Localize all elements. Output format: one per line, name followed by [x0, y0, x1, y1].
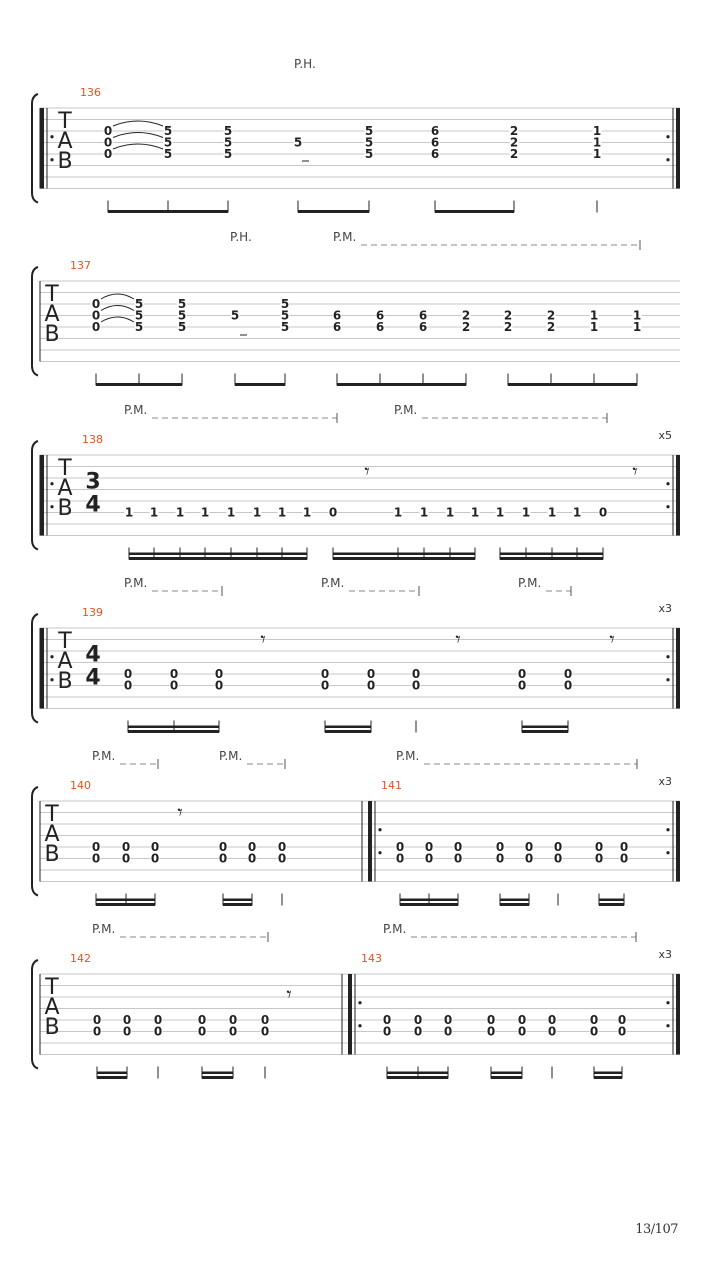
fret-number: 5: [280, 320, 290, 334]
fret-number: 0: [524, 840, 534, 854]
note-beam: [223, 899, 252, 902]
palm-mute-label: P.M.: [383, 922, 407, 936]
tab-system: [32, 413, 680, 560]
system-bracket: [32, 960, 38, 1069]
repeat-dot: [358, 1024, 361, 1027]
rest-symbol: 𝄾: [455, 627, 461, 651]
note-beam: [594, 1076, 622, 1079]
fret-number: 0: [413, 1013, 423, 1027]
fret-number: 0: [563, 667, 573, 681]
palm-mute-label: P.M.: [518, 576, 542, 590]
fret-number: 0: [517, 678, 527, 693]
fret-number: 0: [277, 851, 287, 866]
fret-number: 5: [280, 297, 290, 311]
bar-number: 138: [82, 433, 103, 446]
note-beam: [129, 553, 307, 556]
fret-number: 0: [92, 1024, 102, 1039]
rest-symbol: 𝄾: [260, 627, 266, 651]
fret-number: 0: [150, 851, 160, 866]
repeat-dot: [358, 1001, 361, 1004]
fret-number: 0: [121, 851, 131, 866]
note-beam: [333, 557, 475, 560]
system-bracket: [32, 441, 38, 550]
fret-number: 0: [150, 840, 160, 854]
fret-number: 2: [503, 308, 513, 323]
fret-number: 6: [375, 320, 385, 334]
repeat-end-thick: [676, 628, 680, 709]
fret-number: 5: [280, 308, 290, 323]
repeat-dot: [666, 678, 669, 681]
fret-number: 1: [592, 124, 602, 138]
note-beam: [108, 210, 228, 213]
palm-mute-label: P.M.: [219, 749, 243, 763]
time-signature-top: 3: [85, 469, 101, 495]
fret-number: 0: [517, 1013, 527, 1027]
palm-mute-label: P.M.: [321, 576, 345, 590]
fret-number: 6: [332, 308, 342, 323]
tab-clef-t: T: [58, 109, 72, 134]
fret-number: 1: [572, 505, 582, 520]
repeat-dot: [50, 135, 53, 138]
fret-number: 0: [91, 297, 101, 311]
fret-number: 1: [277, 505, 287, 520]
palm-mute-label: P.M.: [394, 403, 418, 417]
fret-number: 0: [382, 1013, 392, 1027]
fret-number: 0: [228, 1024, 238, 1039]
fret-number: 5: [230, 308, 240, 323]
bar-number: 143: [361, 952, 382, 965]
tab-clef-a: A: [44, 302, 60, 327]
note-beam: [128, 730, 219, 733]
note-beam: [97, 1072, 127, 1075]
repeat-dot: [50, 678, 53, 681]
fret-number: 0: [218, 851, 228, 866]
fret-number: 6: [430, 135, 440, 150]
tab-system: [32, 932, 680, 1079]
note-beam: [325, 726, 371, 729]
fret-number: 0: [122, 1013, 132, 1027]
tie-arc: [101, 306, 134, 311]
fret-number: 0: [197, 1024, 207, 1039]
fret-number: 5: [364, 124, 374, 138]
note-beam: [202, 1072, 233, 1075]
fret-number: 0: [619, 840, 629, 854]
tab-clef-b: B: [57, 669, 73, 694]
note-beam: [599, 899, 624, 902]
fret-number: 5: [163, 135, 173, 150]
repeat-dot: [378, 828, 381, 831]
repeat-dot: [666, 828, 669, 831]
fret-number: 6: [375, 308, 385, 323]
palm-mute-label: P.M.: [396, 749, 420, 763]
fret-number: 5: [177, 297, 187, 311]
fret-number: 1: [302, 505, 312, 520]
fret-number: 2: [461, 308, 471, 323]
tab-system: [32, 586, 680, 733]
note-beam: [128, 726, 219, 729]
fret-number: 6: [430, 124, 440, 138]
note-beam: [96, 383, 182, 386]
repeat-dot: [50, 158, 53, 161]
fret-number: 1: [226, 505, 236, 520]
fret-number: 0: [218, 840, 228, 854]
tie-arc: [101, 317, 134, 322]
fret-number: 5: [177, 320, 187, 334]
tab-clef-t: T: [45, 282, 59, 307]
fret-number: 1: [470, 505, 480, 520]
note-beam: [594, 1072, 622, 1075]
palm-mute-label: P.M.: [92, 749, 116, 763]
fret-number: 1: [124, 505, 134, 520]
fret-number: 0: [169, 678, 179, 693]
fret-number: 0: [517, 1024, 527, 1039]
repeat-dot: [666, 505, 669, 508]
fret-number: 0: [411, 678, 421, 693]
system-bracket: [32, 614, 38, 723]
fret-number: 0: [424, 840, 434, 854]
fret-number: 0: [453, 840, 463, 854]
tab-clef-a: A: [44, 822, 60, 847]
fret-number: 1: [252, 505, 262, 520]
fret-number: 0: [413, 1024, 423, 1039]
note-beam: [223, 903, 252, 906]
fret-number: 0: [91, 308, 101, 323]
fret-number: 0: [228, 1013, 238, 1027]
time-signature-bottom: 4: [85, 665, 101, 691]
palm-mute-label: P.M.: [333, 230, 357, 244]
fret-number: 0: [153, 1013, 163, 1027]
bar-number: 136: [80, 86, 101, 99]
fret-number: 0: [92, 1013, 102, 1027]
repeat-end-thick: [676, 801, 680, 882]
tab-clef-b: B: [57, 496, 73, 521]
fret-number: 0: [121, 840, 131, 854]
repeat-count: x5: [658, 429, 672, 442]
fret-number: 0: [395, 840, 405, 854]
note-beam: [235, 383, 285, 386]
palm-mute-label: P.M.: [124, 576, 148, 590]
tie-arc: [113, 133, 163, 138]
fret-number: 0: [594, 851, 604, 866]
fret-number: 1: [149, 505, 159, 520]
repeat-count: x3: [658, 948, 672, 961]
bar-number: 137: [70, 259, 91, 272]
fret-number: 0: [197, 1013, 207, 1027]
note-beam: [333, 553, 475, 556]
note-beam: [491, 1072, 522, 1075]
bar-number: 142: [70, 952, 91, 965]
fret-number: 2: [509, 124, 519, 138]
fret-number: 0: [260, 1024, 270, 1039]
note-beam: [129, 557, 307, 560]
repeat-dot: [666, 655, 669, 658]
fret-number: 0: [443, 1024, 453, 1039]
palm-mute-label: P.M.: [92, 922, 116, 936]
page-number: 13/107: [635, 1222, 678, 1237]
fret-number: 0: [122, 1024, 132, 1039]
fret-number: 0: [598, 505, 608, 520]
fret-number: 1: [445, 505, 455, 520]
note-beam: [435, 210, 514, 213]
fret-number: 0: [594, 840, 604, 854]
note-beam: [500, 553, 603, 556]
tab-clef-a: A: [57, 129, 73, 154]
fret-number: 0: [366, 678, 376, 693]
tab-system: [32, 94, 680, 213]
fret-number: 5: [134, 308, 144, 323]
tab-clef-t: T: [58, 629, 72, 654]
note-beam: [500, 899, 529, 902]
fret-number: 1: [592, 147, 602, 161]
rest-symbol: 𝄾: [632, 459, 638, 483]
repeat-dot: [666, 1024, 669, 1027]
fret-number: 5: [364, 135, 374, 150]
repeat-dot: [666, 158, 669, 161]
time-signature-bottom: 4: [85, 492, 101, 518]
repeat-start-thick: [348, 974, 352, 1055]
rest-symbol: 𝄾: [286, 982, 292, 1006]
repeat-dot: [378, 851, 381, 854]
tab-clef-t: T: [45, 802, 59, 827]
repeat-dot: [50, 505, 53, 508]
bar-number: 140: [70, 779, 91, 792]
fret-number: 0: [589, 1013, 599, 1027]
tab-clef-b: B: [44, 842, 60, 867]
note-beam: [500, 557, 603, 560]
fret-number: 5: [223, 147, 233, 161]
fret-number: 5: [364, 147, 374, 161]
tie-arc: [113, 144, 163, 149]
fret-number: 0: [524, 851, 534, 866]
rest-symbol: 𝄾: [364, 459, 370, 483]
fret-number: 1: [632, 320, 642, 334]
fret-number: 0: [563, 678, 573, 693]
tab-clef-t: T: [58, 456, 72, 481]
fret-number: 0: [91, 840, 101, 854]
fret-number: 1: [632, 308, 642, 323]
fret-number: 0: [589, 1024, 599, 1039]
repeat-start-thick: [40, 108, 44, 189]
repeat-dot: [666, 851, 669, 854]
rest-symbol: 𝄾: [609, 627, 615, 651]
bar-number: 141: [381, 779, 402, 792]
note-beam: [400, 899, 458, 902]
fret-number: 1: [419, 505, 429, 520]
repeat-dot: [666, 135, 669, 138]
fret-number: 2: [503, 320, 513, 334]
fret-number: 2: [546, 308, 556, 323]
fret-number: 0: [553, 851, 563, 866]
fret-number: 1: [589, 308, 599, 323]
tab-clef-a: A: [44, 995, 60, 1020]
repeat-end-thick: [676, 108, 680, 189]
fret-number: 0: [547, 1024, 557, 1039]
fret-number: 0: [153, 1024, 163, 1039]
tab-clef-b: B: [57, 149, 73, 174]
note-beam: [298, 210, 369, 213]
repeat-count: x3: [658, 602, 672, 615]
fret-number: 0: [214, 667, 224, 681]
system-bracket: [32, 94, 38, 203]
fret-number: 0: [247, 851, 257, 866]
fret-number: 5: [223, 135, 233, 150]
repeat-dot: [666, 1001, 669, 1004]
fret-number: 1: [393, 505, 403, 520]
fret-number: 0: [103, 147, 113, 161]
fret-number: 0: [277, 840, 287, 854]
fret-number: 0: [395, 851, 405, 866]
fret-number: 0: [123, 667, 133, 681]
note-beam: [202, 1076, 233, 1079]
fret-number: 1: [547, 505, 557, 520]
fret-number: 0: [617, 1013, 627, 1027]
fret-number: 0: [382, 1024, 392, 1039]
fret-number: 0: [547, 1013, 557, 1027]
fret-number: 0: [123, 678, 133, 693]
fret-number: 2: [461, 320, 471, 334]
fret-number: 0: [411, 667, 421, 681]
fret-number: 2: [509, 135, 519, 150]
fret-number: 0: [169, 667, 179, 681]
fret-number: 0: [91, 851, 101, 866]
tab-clef-b: B: [44, 1015, 60, 1040]
tab-clef-t: T: [45, 975, 59, 1000]
note-beam: [387, 1072, 448, 1075]
note-beam: [97, 1076, 127, 1079]
fret-number: 6: [418, 308, 428, 323]
tab-system: [32, 240, 680, 386]
repeat-start-thick: [368, 801, 372, 882]
fret-number: 6: [418, 320, 428, 334]
fret-number: 0: [366, 667, 376, 681]
note-beam: [96, 903, 155, 906]
fret-number: 0: [495, 840, 505, 854]
fret-number: 0: [103, 135, 113, 150]
fret-number: 0: [495, 851, 505, 866]
fret-number: 0: [486, 1024, 496, 1039]
fret-number: 5: [163, 147, 173, 161]
repeat-end-thick: [676, 455, 680, 536]
fret-number: 0: [328, 505, 338, 520]
tab-clef-a: A: [57, 649, 73, 674]
system-bracket: [32, 787, 38, 896]
fret-number: 1: [589, 320, 599, 334]
note-beam: [491, 1076, 522, 1079]
pinch-harmonic-label: P.H.: [230, 230, 252, 244]
repeat-dot: [50, 655, 53, 658]
fret-number: 6: [332, 320, 342, 334]
fret-number: 0: [617, 1024, 627, 1039]
note-beam: [599, 903, 624, 906]
fret-number: 0: [320, 667, 330, 681]
note-beam: [325, 730, 371, 733]
tab-clef-a: A: [57, 476, 73, 501]
note-beam: [387, 1076, 448, 1079]
fret-number: 0: [91, 320, 101, 334]
note-beam: [96, 899, 155, 902]
fret-number: 0: [619, 851, 629, 866]
fret-number: 5: [134, 320, 144, 334]
fret-number: 5: [293, 135, 303, 150]
fret-number: 5: [223, 124, 233, 138]
system-bracket: [32, 267, 38, 376]
tie-arc: [113, 121, 163, 126]
rest-symbol: 𝄾: [177, 800, 183, 824]
palm-mute-label: P.M.: [124, 403, 148, 417]
bar-number: 139: [82, 606, 103, 619]
fret-number: 2: [509, 147, 519, 161]
fret-number: 0: [103, 124, 113, 138]
fret-number: 1: [175, 505, 185, 520]
fret-number: 6: [430, 147, 440, 161]
fret-number: 1: [592, 135, 602, 150]
tab-clef-b: B: [44, 322, 60, 347]
note-beam: [522, 730, 568, 733]
fret-number: 5: [163, 124, 173, 138]
pinch-harmonic-label: P.H.: [294, 57, 316, 71]
tab-system: [32, 759, 680, 906]
fret-number: 1: [495, 505, 505, 520]
repeat-end-thick: [676, 974, 680, 1055]
note-beam: [522, 726, 568, 729]
repeat-start-thick: [40, 628, 44, 709]
fret-number: 0: [247, 840, 257, 854]
fret-number: 0: [553, 840, 563, 854]
fret-number: 0: [214, 678, 224, 693]
note-beam: [508, 383, 637, 386]
repeat-dot: [666, 482, 669, 485]
time-signature-top: 4: [85, 642, 101, 668]
repeat-start-thick: [40, 455, 44, 536]
fret-number: 0: [260, 1013, 270, 1027]
fret-number: 0: [486, 1013, 496, 1027]
repeat-count: x3: [658, 775, 672, 788]
fret-number: 0: [443, 1013, 453, 1027]
fret-number: 5: [134, 297, 144, 311]
note-beam: [400, 903, 458, 906]
note-beam: [337, 383, 466, 386]
repeat-dot: [50, 482, 53, 485]
note-beam: [500, 903, 529, 906]
fret-number: 5: [177, 308, 187, 323]
tie-arc: [101, 294, 134, 299]
fret-number: 1: [521, 505, 531, 520]
fret-number: 0: [517, 667, 527, 681]
fret-number: 0: [424, 851, 434, 866]
fret-number: 0: [453, 851, 463, 866]
fret-number: 1: [200, 505, 210, 520]
fret-number: 0: [320, 678, 330, 693]
fret-number: 2: [546, 320, 556, 334]
